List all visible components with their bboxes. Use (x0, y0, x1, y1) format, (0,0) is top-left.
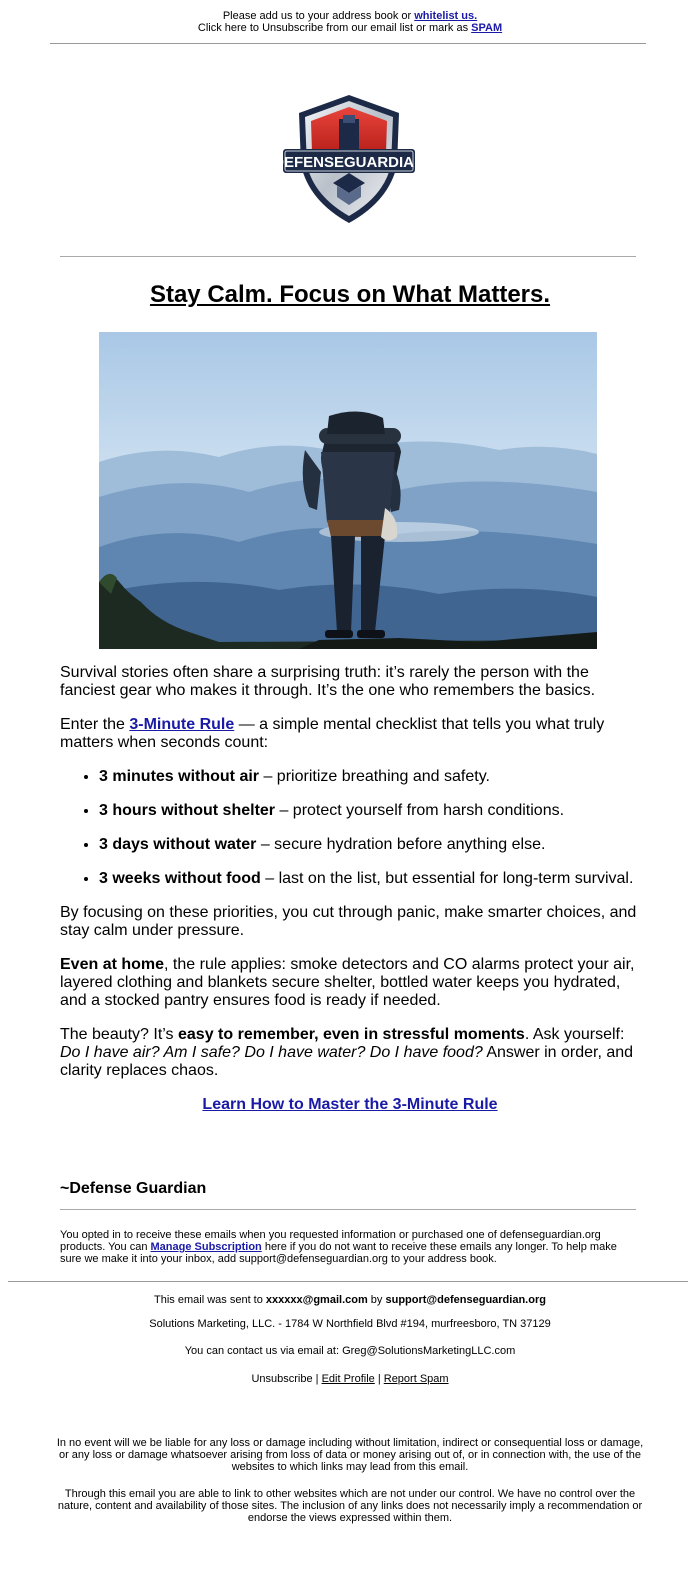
paragraph-priorities: By focusing on these priorities, you cut through panic, make smarter choices, and stay calm under pressure. (60, 904, 637, 939)
hiker-image (99, 332, 597, 649)
preheader-line-2 (0, 22, 700, 34)
cta-container (60, 1096, 640, 1114)
paragraph-home (60, 956, 640, 1010)
footer-links (0, 1373, 700, 1385)
rule-text: – prioritize breathing and safety. (259, 768, 490, 785)
unsubscribe-text: Click here to Unsubscribe from our email list or mark as (197, 22, 472, 34)
home-text: , the rule applies: smoke detectors and CO alarms protect your air, layered clothing and blankets secure shelter, bottled water keeps you hydrated, and a stocked pantry ensures food is ready if needed. (60, 956, 635, 1009)
list-item (99, 836, 640, 854)
links-disclaimer: Through this email you are able to link to other websites which are not under our control. We have no control over the nature, content and availability of those sites. The inclusion of any links does not necessarily imply a recommendation or endorse the views expressed within them. (57, 1488, 643, 1524)
rules-list (60, 768, 640, 888)
three-minute-rule-link[interactable]: 3-Minute Rule (129, 716, 235, 733)
divider (8, 1281, 688, 1282)
beauty-questions: Do I have air? Am I safe? Do I have water? Do I have food? (60, 1044, 483, 1061)
beauty-prefix: The beauty? It’s (60, 1026, 178, 1043)
logo-text: DEFENSEGUARDIAN (273, 154, 425, 171)
preheader-line-1 (0, 10, 700, 22)
paragraph-beauty (60, 1026, 640, 1080)
divider (60, 1209, 636, 1210)
rule-text: – last on the list, but essential for long-term survival. (260, 870, 634, 887)
rule-text: – secure hydration before anything else. (256, 836, 546, 853)
preheader-text: Please add us to your address book or (222, 10, 415, 22)
spam-link[interactable]: SPAM (471, 22, 503, 34)
divider (50, 43, 646, 44)
optin-text: You opted in to receive these emails when you requested information or purchased one of defenseguardian.org products. You can (60, 1229, 601, 1253)
text-enter: Enter the (60, 716, 130, 733)
report-spam-link[interactable]: Report Spam (383, 1373, 449, 1385)
learn-more-link[interactable]: Learn How to Master the 3-Minute Rule (202, 1096, 498, 1113)
sender-email: support@defenseguardian.org (385, 1294, 546, 1306)
beauty-suffix: Answer in order, and clarity replaces chaos. (60, 1044, 634, 1079)
beauty-mid: . Ask yourself: (524, 1026, 625, 1043)
rule-title: 3 days without water (99, 836, 257, 853)
edit-profile-link[interactable]: Edit Profile (321, 1373, 375, 1385)
rule-title: 3 weeks without food (99, 870, 261, 887)
beauty-bold: easy to remember, even in stressful moments (178, 1026, 525, 1043)
email-body (60, 664, 640, 1114)
shield-logo-icon (273, 93, 425, 225)
liability-disclaimer: In no event will we be liable for any loss or damage including without limitation, indirect or consequential loss or damage, or any loss or damage whatsoever arising from loss of data or money arising out of, or in connection with, the use of the websites to which links may lead from this email. (56, 1437, 644, 1473)
preheader (0, 0, 700, 34)
rule-text: – protect yourself from harsh conditions. (275, 802, 565, 819)
defenseguardian-logo (273, 93, 425, 225)
sent-prefix: This email was sent to (154, 1294, 266, 1306)
unsubscribe-link[interactable]: Unsubscribe (251, 1373, 313, 1385)
page-title: Stay Calm. Focus on What Matters. (149, 281, 551, 308)
link-separator: | (374, 1373, 384, 1385)
contact-line: You can contact us via email at: Greg@SolutionsMarketingLLC.com (184, 1345, 516, 1357)
home-bold: Even at home (60, 956, 165, 973)
paragraph-rule-intro (60, 716, 640, 752)
link-separator: | (312, 1373, 322, 1385)
list-item (99, 802, 640, 820)
hero-image (99, 332, 597, 649)
recipient-email: xxxxxx@gmail.com (265, 1294, 368, 1306)
optin-notice (60, 1229, 636, 1265)
rule-title: 3 minutes without air (99, 768, 260, 785)
whitelist-link[interactable]: whitelist us. (414, 10, 478, 22)
text-rule-desc: — a simple mental checklist that tells you what truly matters when seconds count: (60, 716, 605, 751)
optin-text-end: here if you do not want to receive these emails any longer. To help make sure we make it into your inbox, add support@defenseguardian.org to your address book. (60, 1241, 617, 1265)
divider (60, 256, 636, 257)
signature: ~Defense Guardian (60, 1180, 207, 1197)
company-address: Solutions Marketing, LLC. - 1784 W Northfield Blvd #194, murfreesboro, TN 37129 (149, 1318, 551, 1330)
manage-subscription-link[interactable]: Manage Subscription (150, 1241, 262, 1253)
sent-to-line (0, 1294, 700, 1306)
rule-title: 3 hours without shelter (99, 802, 276, 819)
paragraph-intro: Survival stories often share a surprising truth: it’s rarely the person with the fanciest gear who makes it through. It’s the one who remembers the basics. (60, 664, 596, 699)
list-item (99, 870, 640, 888)
list-item (99, 768, 640, 786)
sent-by: by (367, 1294, 386, 1306)
